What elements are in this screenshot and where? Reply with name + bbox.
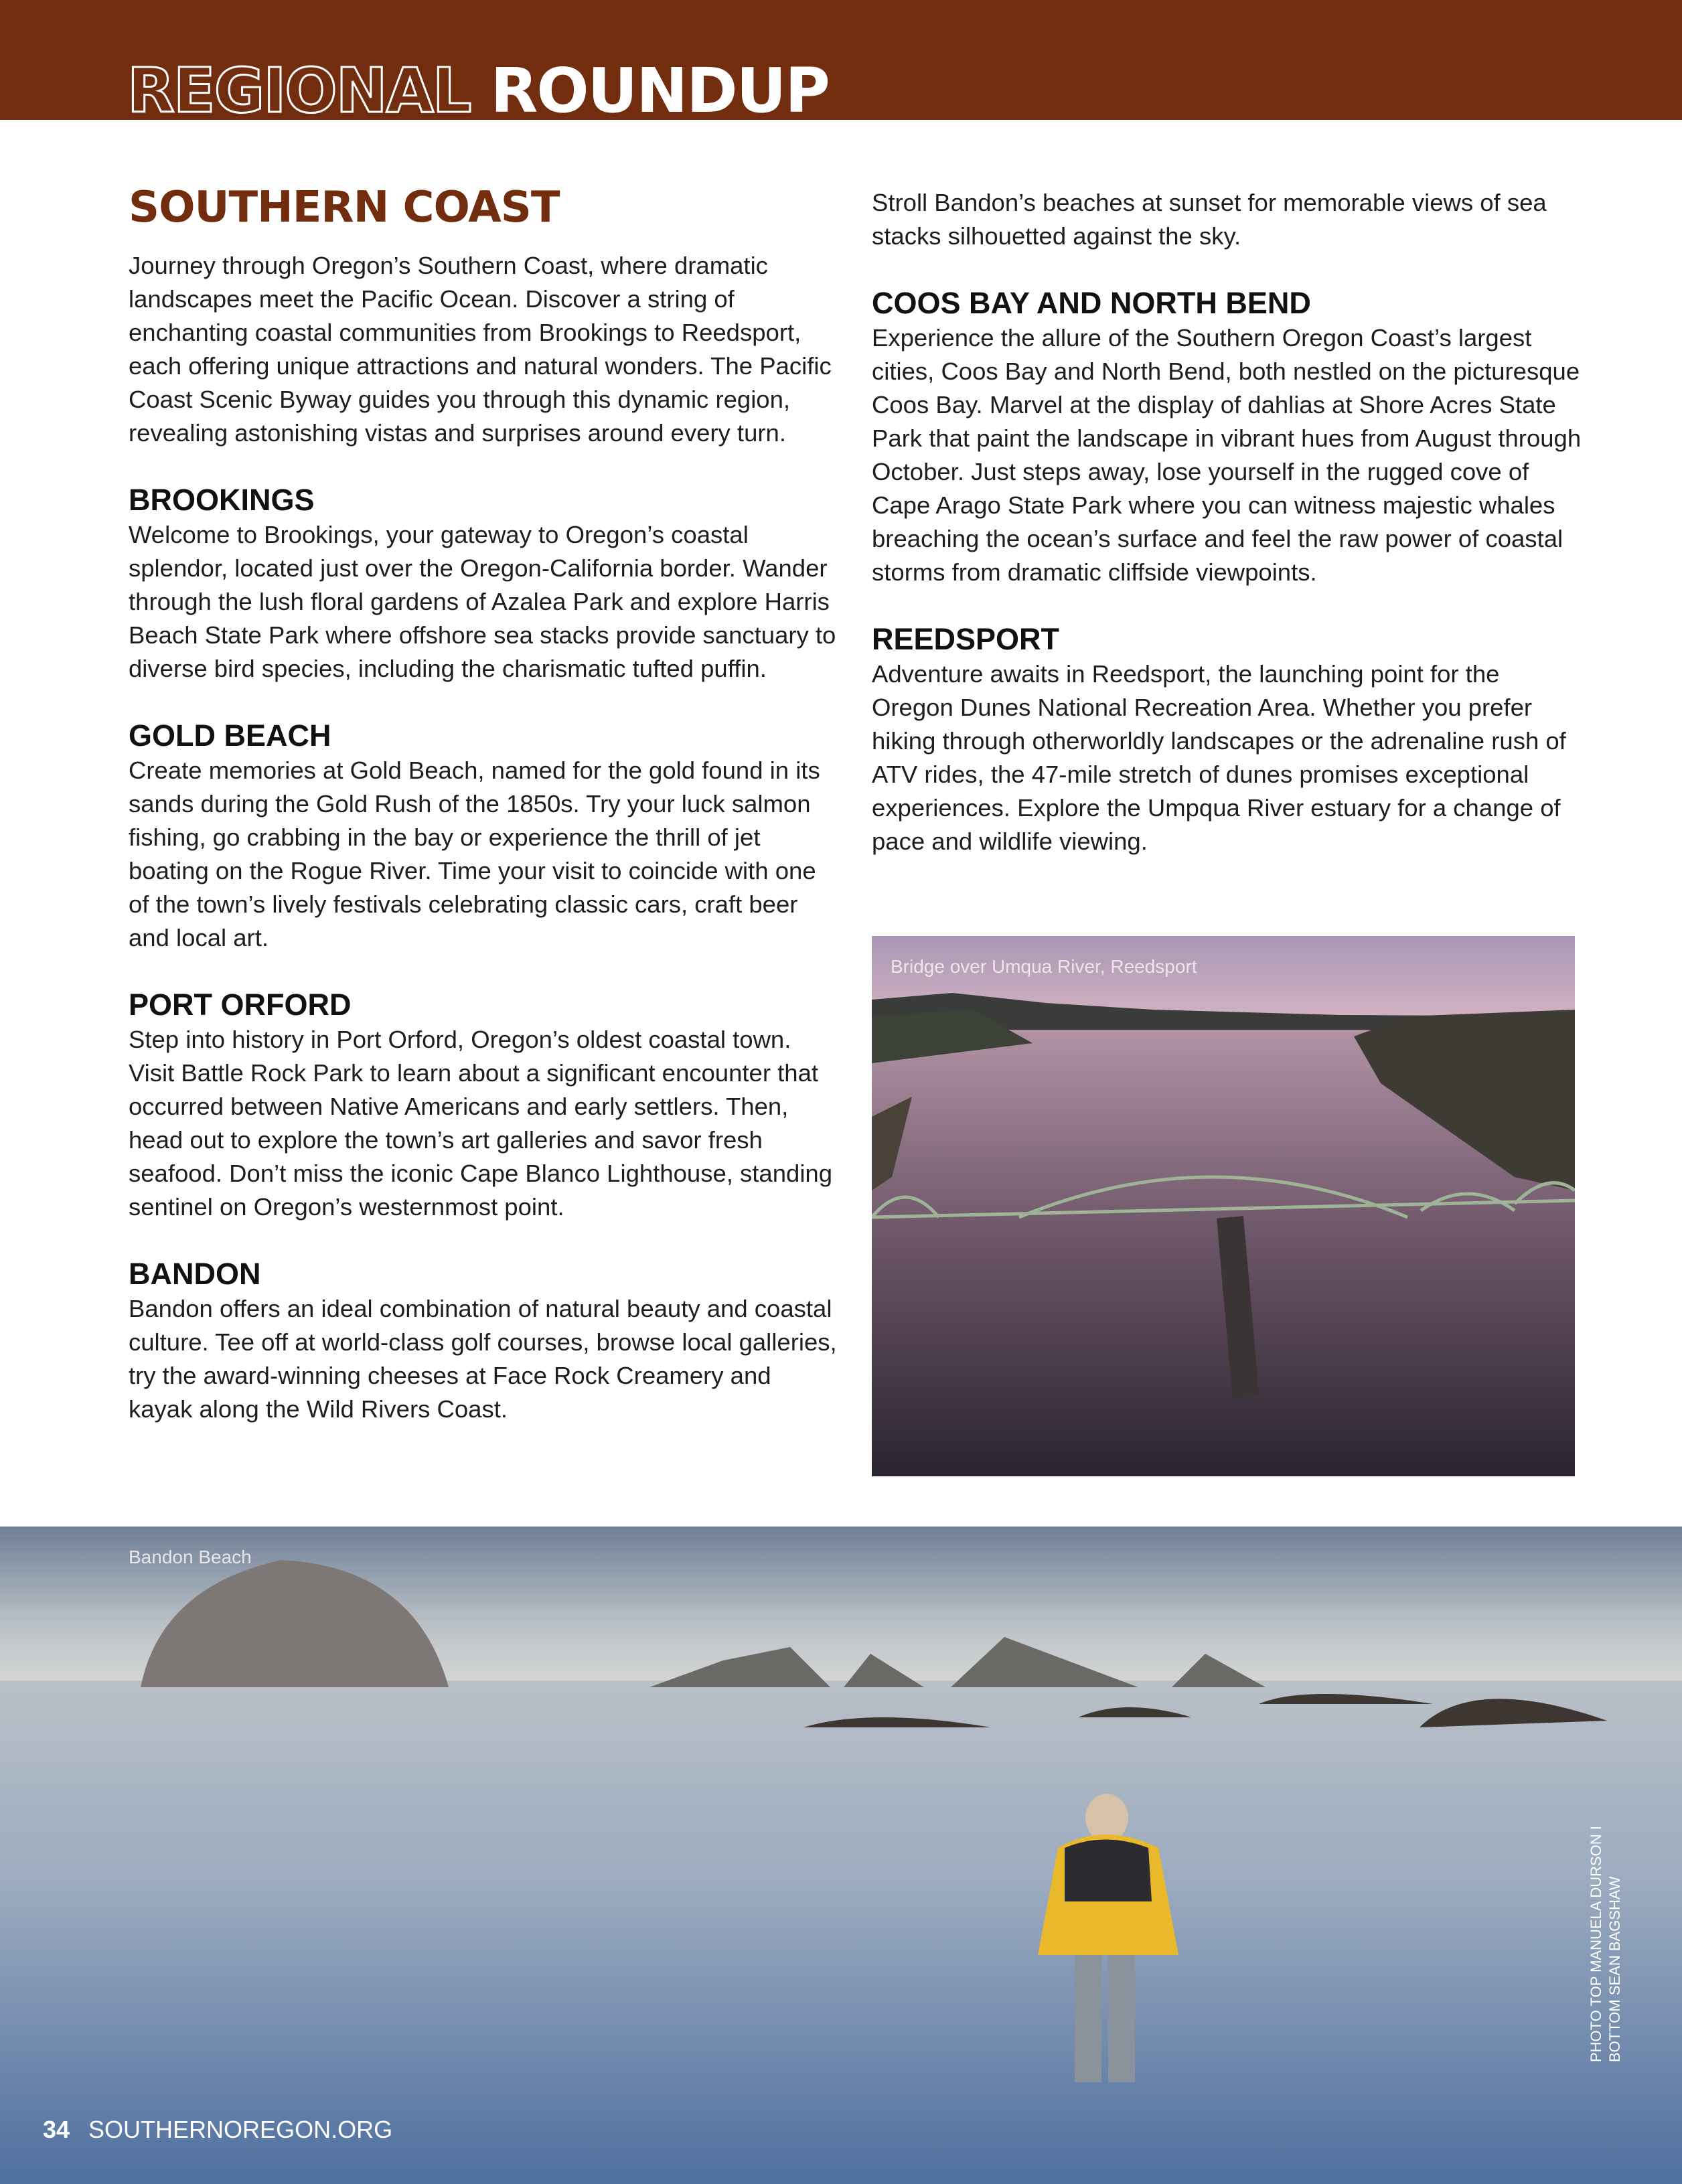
body-brookings: Welcome to Brookings, your gateway to Oregon’s coastal splendor, located just over the Oregon-California border. Wander through the lush floral gardens of Azalea Park and explore Harris Beach State Park where offshore sea stacks provide sanctuary to diverse bird species, including the charismatic tufted puffin. bbox=[129, 521, 836, 682]
left-column bbox=[129, 181, 838, 1426]
heading-coos-bay: COOS BAY AND NORTH BEND bbox=[872, 286, 1311, 320]
body-coos-bay: Experience the allure of the Southern Oregon Coast’s largest cities, Coos Bay and North Bend, both nestled on the picturesque Coos Bay. Marvel at the display of dahlias at Shore Acres State Park that paint the landscape in vibrant hues from August through October. Just steps away, lose yourself in the rugged cove of Cape Arago State Park where you can witness majestic whales breaching the ocean’s surface and feel the raw power of coastal storms from dramatic cliffside viewpoints. bbox=[872, 324, 1582, 586]
right-column bbox=[872, 186, 1582, 858]
heading-brookings: BROOKINGS bbox=[129, 483, 315, 517]
heading-reedsport: REEDSPORT bbox=[872, 622, 1060, 656]
bandon-continued: Stroll Bandon’s beaches at sunset for memorable views of sea stacks silhouetted against the sky. bbox=[872, 189, 1547, 250]
body-bandon: Bandon offers an ideal combination of natural beauty and coastal culture. Tee off at world-class golf courses, browse local galleries, try the award-winning cheeses at Face Rock Creamery and kayak along the Wild Rivers Coast. bbox=[129, 1295, 837, 1423]
body-port-orford: Step into history in Port Orford, Oregon’s oldest coastal town. Visit Battle Rock Park to learn about a significant encounter that occurred between Native Americans and early settlers. Then, head out to explore the town’s art galleries and savor fresh seafood. Don’t miss the iconic Cape Blanco Lighthouse, standing sentinel on Oregon’s westernmost point. bbox=[129, 1026, 833, 1221]
photo-credit bbox=[1587, 1808, 1624, 2062]
page-number: 34 bbox=[43, 2116, 70, 2143]
bridge-photo bbox=[872, 936, 1575, 1476]
beach-photo bbox=[0, 1527, 1682, 2184]
article-title: SOUTHERN COAST bbox=[129, 183, 560, 232]
heading-bandon: BANDON bbox=[129, 1257, 261, 1291]
body-reedsport: Adventure awaits in Reedsport, the launching point for the Oregon Dunes National Recreation Area. Whether you prefer hiking through otherworldly landscapes or the adrenaline rush of ATV rides, the 47-mile stretch of dunes promises exceptional experiences. Explore the Umpqua River estuary for a change of pace and wildlife viewing. bbox=[872, 660, 1566, 855]
footer-site: SOUTHERNOREGON.ORG bbox=[88, 2116, 393, 2143]
page-footer bbox=[43, 2116, 392, 2144]
section-kicker bbox=[127, 58, 829, 120]
heading-gold-beach: GOLD BEACH bbox=[129, 718, 331, 753]
credit-line-2: BOTTOM SEAN BAGSHAW bbox=[1606, 1876, 1623, 2062]
heading-port-orford: PORT ORFORD bbox=[129, 988, 352, 1022]
kicker-solid: ROUNDUP bbox=[490, 58, 829, 120]
bridge-caption: Bridge over Umqua River, Reedsport bbox=[891, 956, 1197, 977]
intro-paragraph: Journey through Oregon’s Southern Coast, where dramatic landscapes meet the Pacific Ocean. Discover a string of enchanting coastal communities from Brookings to Reedsport, each offering unique attractions and natural wonders. The Pacific Coast Scenic Byway guides you through this dynamic region, revealing astonishing vistas and surprises around every turn. bbox=[129, 252, 832, 447]
body-gold-beach: Create memories at Gold Beach, named for the gold found in its sands during the Gold Rush of the 1850s. Try your luck salmon fishing, go crabbing in the bay or experience the thrill of jet boating on the Rogue River. Time your visit to coincide with one of the town’s lively festivals celebrating classic cars, craft beer and local art. bbox=[129, 757, 820, 951]
kicker-outline: REGIONAL bbox=[127, 58, 471, 120]
beach-caption: Bandon Beach bbox=[129, 1547, 252, 1567]
credit-line-1: PHOTO TOP MANUELA DURSON I bbox=[1588, 1826, 1604, 2062]
